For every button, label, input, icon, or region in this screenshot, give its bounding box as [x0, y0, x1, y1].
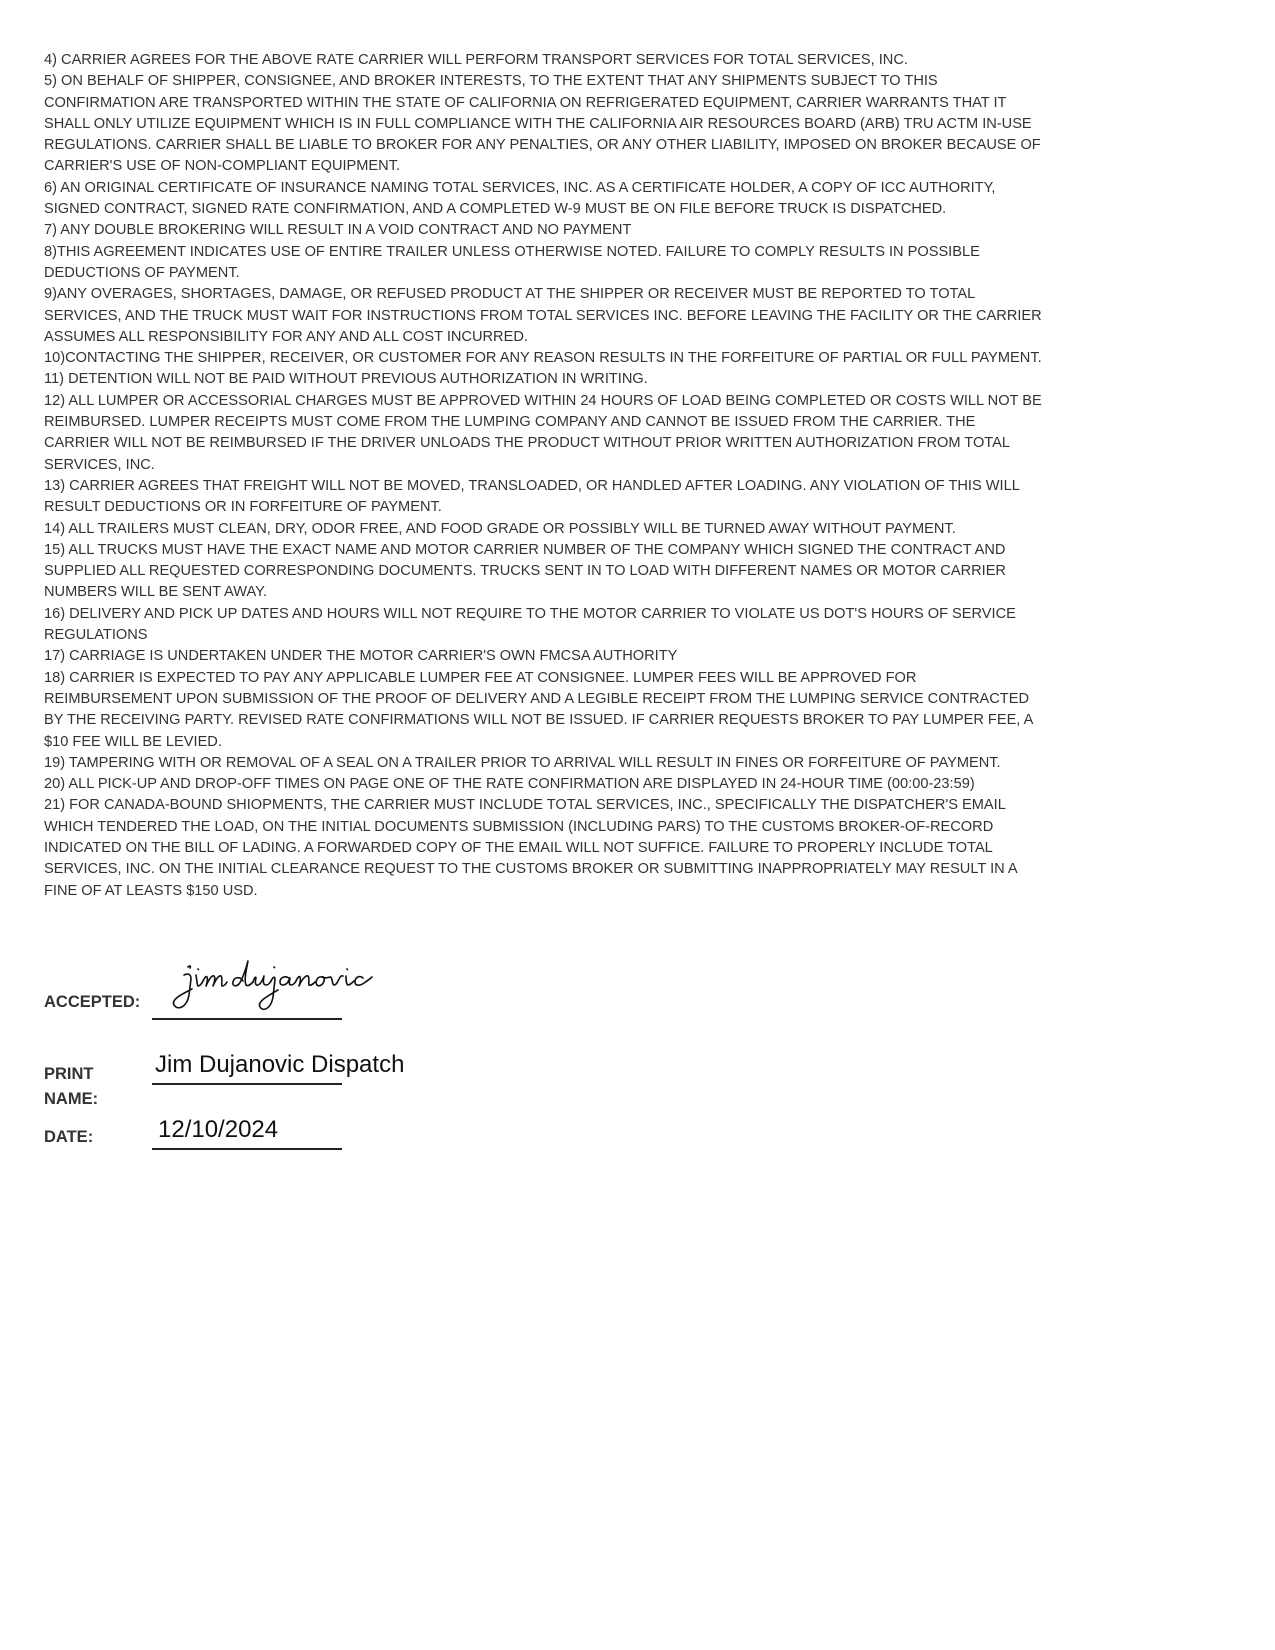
term-19: 19) TAMPERING WITH OR REMOVAL OF A SEAL ON A TRAILER PRIOR TO ARRIVAL WILL RESULT IN FINES OR FORFEITURE OF PAYMENT.: [44, 754, 1001, 771]
term-18: 18) CARRIER IS EXPECTED TO PAY ANY APPLICABLE LUMPER FEE AT CONSIGNEE. LUMPER FEES WILL BE APPROVED FOR REIMBURSEMENT UPON SUBMISSION OF THE PROOF OF DELIVERY AND A LEGIBLE RECEIPT FROM THE LUMPING SERVICE CONTRACTED BY THE RECEIVING PARTY. REVISED RATE CONFIRMATIONS WILL NOT BE ISSUED. IF CARRIER REQUESTS BROKER TO PAY LUMPER FEE, A $10 FEE WILL BE LEVIED.: [44, 669, 1033, 750]
term-16: 16) DELIVERY AND PICK UP DATES AND HOURS WILL NOT REQUIRE TO THE MOTOR CARRIER TO VIOLATE US DOT'S HOURS OF SERVICE REGULATIONS: [44, 605, 1016, 644]
accepted-label: ACCEPTED:: [44, 993, 141, 1011]
term-17: 17) CARRIAGE IS UNDERTAKEN UNDER THE MOTOR CARRIER'S OWN FMCSA AUTHORITY: [44, 648, 678, 665]
term-21: 21) FOR CANADA-BOUND SHIOPMENTS, THE CARRIER MUST INCLUDE TOTAL SERVICES, INC., SPECIFICALLY THE DISPATCHER'S EMAIL WHICH TENDERED THE LOAD, ON THE INITIAL DOCUMENTS SUBMISSION (INCLUDING PARS) TO THE CUSTOMS BROKER-OF-RECORD INDICATED ON THE BILL OF LADING. A FORWARDED COPY OF THE EMAIL WILL NOT SUFFICE. FAILURE TO PROPERLY INCLUDE TOTAL SERVICES, INC. ON THE INITIAL CLEARANCE REQUEST TO THE CUSTOMS BROKER OR SUBMITTING INAPPROPRIATELY MAY RESULT IN A FINE OF AT LEASTS $150 USD.: [44, 797, 1017, 899]
handwritten-signature: [160, 955, 410, 1015]
term-14: 14) ALL TRAILERS MUST CLEAN, DRY, ODOR FREE, AND FOOD GRADE OR POSSIBLY WILL BE TURNED AWAY WITHOUT PAYMENT.: [44, 520, 956, 537]
print-name-label-line1: PRINT: [44, 1065, 94, 1083]
term-20: 20) ALL PICK-UP AND DROP-OFF TIMES ON PAGE ONE OF THE RATE CONFIRMATION ARE DISPLAYED IN 24-HOUR TIME (00:00-23:59): [44, 776, 975, 793]
print-name-value: Jim Dujanovic Dispatch: [155, 1051, 405, 1078]
terms-list: [44, 50, 1044, 902]
date-label: DATE:: [44, 1128, 94, 1146]
print-name-line: [152, 1083, 342, 1085]
term-6: 6) AN ORIGINAL CERTIFICATE OF INSURANCE NAMING TOTAL SERVICES, INC. AS A CERTIFICATE HOLDER, A COPY OF ICC AUTHORITY, SIGNED CONTRACT, SIGNED RATE CONFIRMATION, AND A COMPLETED W-9 MUST BE ON FILE BEFORE TRUCK IS DISPATCHED.: [44, 179, 996, 218]
term-4: 4) CARRIER AGREES FOR THE ABOVE RATE CARRIER WILL PERFORM TRANSPORT SERVICES FOR TOTAL SERVICES, INC.: [44, 52, 908, 68]
accepted-signature-line: [152, 1018, 342, 1020]
term-12: 12) ALL LUMPER OR ACCESSORIAL CHARGES MUST BE APPROVED WITHIN 24 HOURS OF LOAD BEING COMPLETED OR COSTS WILL NOT BE REIMBURSED. LUMPER RECEIPTS MUST COME FROM THE LUMPING COMPANY AND CANNOT BE ISSUED FROM THE CARRIER. THE CARRIER WILL NOT BE REIMBURSED IF THE DRIVER UNLOADS THE PRODUCT WITHOUT PRIOR WRITTEN AUTHORIZATION FROM TOTAL SERVICES, INC.: [44, 392, 1042, 473]
term-7: 7) ANY DOUBLE BROKERING WILL RESULT IN A VOID CONTRACT AND NO PAYMENT: [44, 222, 632, 239]
term-13: 13) CARRIER AGREES THAT FREIGHT WILL NOT BE MOVED, TRANSLOADED, OR HANDLED AFTER LOADING. ANY VIOLATION OF THIS WILL RESULT DEDUCTIONS OR IN FORFEITURE OF PAYMENT.: [44, 477, 1020, 516]
term-11: 11) DETENTION WILL NOT BE PAID WITHOUT PREVIOUS AUTHORIZATION IN WRITING.: [44, 371, 648, 388]
term-10: 10)CONTACTING THE SHIPPER, RECEIVER, OR CUSTOMER FOR ANY REASON RESULTS IN THE FORFEITURE OF PARTIAL OR FULL PAYMENT.: [44, 350, 1042, 367]
date-value: 12/10/2024: [158, 1116, 279, 1143]
date-line: [152, 1148, 342, 1150]
term-15: 15) ALL TRUCKS MUST HAVE THE EXACT NAME AND MOTOR CARRIER NUMBER OF THE COMPANY WHICH SIGNED THE CONTRACT AND SUPPLIED ALL REQUESTED CORRESPONDING DOCUMENTS. TRUCKS SENT IN TO LOAD WITH DIFFERENT NAMES OR MOTOR CARRIER NUMBERS WILL BE SENT AWAY.: [44, 541, 1006, 601]
term-5: 5) ON BEHALF OF SHIPPER, CONSIGNEE, AND BROKER INTERESTS, TO THE EXTENT THAT ANY SHIPMENTS SUBJECT TO THIS CONFIRMATION ARE TRANSPORTED WITHIN THE STATE OF CALIFORNIA ON REFRIGERATED EQUIPMENT, CARRIER WARRANTS THAT IT SHALL ONLY UTILIZE EQUIPMENT WHICH IS IN FULL COMPLIANCE WITH THE CALIFORNIA AIR RESOURCES BOARD (ARB) TRU ACTM IN-USE REGULATIONS. CARRIER SHALL BE LIABLE TO BROKER FOR ANY PENALTIES, OR ANY OTHER LIABILITY, IMPOSED ON BROKER BECAUSE OF CARRIER'S USE OF NON-COMPLIANT EQUIPMENT.: [44, 73, 1041, 175]
term-9: 9)ANY OVERAGES, SHORTAGES, DAMAGE, OR REFUSED PRODUCT AT THE SHIPPER OR RECEIVER MUST BE REPORTED TO TOTAL SERVICES, AND THE TRUCK MUST WAIT FOR INSTRUCTIONS FROM TOTAL SERVICES INC. BEFORE LEAVING THE FACILITY OR THE CARRIER ASSUMES ALL RESPONSIBILITY FOR ANY AND ALL COST INCURRED.: [44, 286, 1042, 345]
term-8: 8)THIS AGREEMENT INDICATES USE OF ENTIRE TRAILER UNLESS OTHERWISE NOTED. FAILURE TO COMPLY RESULTS IN POSSIBLE DEDUCTIONS OF PAYMENT.: [44, 243, 980, 281]
print-name-label-line2: NAME:: [44, 1090, 99, 1108]
